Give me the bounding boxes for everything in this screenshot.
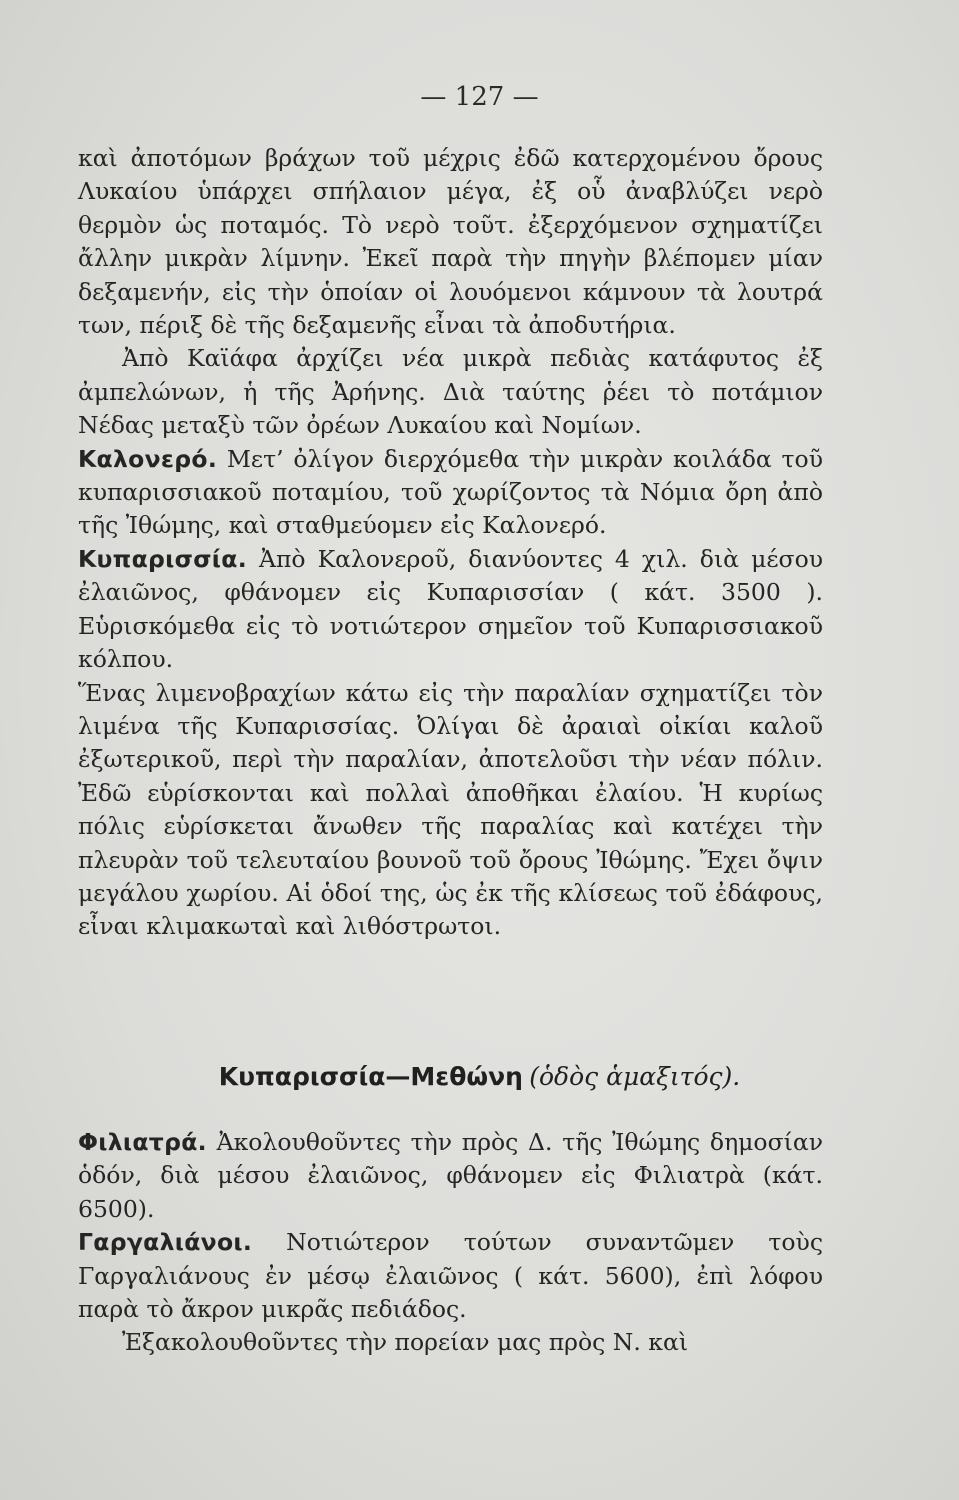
paragraph xyxy=(78,1326,823,1359)
paragraph-text: Μετ’ ὀλίγον διερχόμεθα τὴν μικρὰν κοιλάδα τοῦ κυπαρισσιακοῦ ποταμίου, τοῦ χωρίζοντος τὰ Νόμια ὄρη ἀπὸ τῆς Ἰθώμης, καὶ σταθμεύομεν εἰς Καλονερό. xyxy=(78,444,823,540)
paragraph xyxy=(78,1126,823,1226)
paragraph-text: Νοτιώτερον τούτων συναντῶμεν τοὺς Γαργαλιάνους ἐν μέσῳ ἐλαιῶνος ( κάτ. 5600), ἐπὶ λόφου παρὰ τὸ ἄκρον μικρᾶς πεδιάδος. xyxy=(78,1228,823,1324)
paragraph-text: Ἀπὸ Καϊάφα ἀρχίζει νέα μικρὰ πεδιὰς κατάφυτος ἐξ ἀμπελώνων, ἡ τῆς Ἀρήνης. Διὰ ταύτης ῥέει τὸ ποτάμιον Νέδας μεταξὺ τῶν ὀρέων Λυκαίου καὶ Νομίων. xyxy=(78,344,823,440)
paragraph xyxy=(78,443,823,543)
paragraph xyxy=(78,342,823,442)
section-title-subtitle: (ὁδὸς ἁμαξιτός). xyxy=(529,1062,741,1091)
page-number: — 127 — xyxy=(420,82,539,112)
paragraph-text: Ἀκολουθοῦντες τὴν πρὸς Δ. τῆς Ἰθώμης δημοσίαν ὁδόν, διὰ μέσου ἐλαιῶνος, φθάνομεν εἰς Φιλιατρὰ (κάτ. 6500). xyxy=(78,1128,823,1223)
paragraph xyxy=(78,1226,823,1326)
section-title-main: Κυπαρισσία—Μεθώνη xyxy=(218,1062,523,1091)
paragraph-text: καὶ ἀποτόμων βράχων τοῦ μέχρις ἐδῶ κατερχομένου ὄρους Λυκαίου ὑπάρχει σπήλαιον μέγα, ἐξ οὗ ἀναβλύζει νερὸ θερμὸν ὡς ποταμός. Τὸ νερὸ τοῦτ. ἐξερχόμενον σχηματίζει ἄλλην μικρὰν λίμνην. Ἐκεῖ παρὰ τὴν πηγὴν βλέπομεν μίαν δεξαμενήν, εἰς τὴν ὁποίαν οἱ λουόμενοι κάμνουν τὰ λουτρά των, πέριξ δὲ τῆς δεξαμενῆς εἶναι τὰ ἀποδυτήρια. xyxy=(78,144,823,340)
paragraph xyxy=(78,543,823,677)
paragraph-text: Ἕνας λιμενοβραχίων κάτω εἰς τὴν παραλίαν σχηματίζει τὸν λιμένα τῆς Κυπαρισσίας. Ὀλίγαι δὲ ἀραιαὶ οἰκίαι καλοῦ ἐξωτερικοῦ, περὶ τὴν παραλίαν, ἀποτελοῦσι τὴν νέαν πόλιν. Ἐδῶ εὑρίσκονται καὶ πολλαὶ ἀποθῆκαι ἐλαίου. Ἡ κυρίως πόλις εὑρίσκεται ἄνωθεν τῆς παραλίας καὶ κατέχει τὴν πλευρὰν τοῦ τελευταίου βουνοῦ τοῦ ὄρους Ἰθώμης. Ἔχει ὄψιν μεγάλου χωρίου. Αἱ ὁδοί της, ὡς ἐκ τῆς κλίσεως τοῦ ἐδάφους, εἶναι κλιμακωταὶ καὶ λιθόστρωτοι. xyxy=(78,678,823,941)
section-title xyxy=(0,1062,959,1092)
body-text-bottom xyxy=(78,1126,823,1360)
place-heading: Κυπαρισσία. xyxy=(78,544,247,573)
paragraph-text: Ἀπὸ Καλονεροῦ, διανύοντες 4 χιλ. διὰ μέσου ἐλαιῶνος, φθάνομεν εἰς Κυπαρισσίαν ( κάτ. 3500 ). Εὑρισκόμεθα εἰς τὸ νοτιώτερον σημεῖον τοῦ Κυπαρισσιακοῦ κόλπου. xyxy=(78,544,823,674)
place-heading: Γαργαλιάνοι. xyxy=(78,1228,253,1257)
paragraph-text: Ἐξακολουθοῦντες τὴν πορείαν μας πρὸς Ν. καὶ xyxy=(122,1328,689,1357)
place-heading: Φιλιατρά. xyxy=(78,1128,207,1156)
paragraph xyxy=(78,677,823,944)
paragraph xyxy=(78,142,823,342)
place-heading: Καλονερό. xyxy=(78,444,218,473)
body-text-top xyxy=(78,142,823,944)
